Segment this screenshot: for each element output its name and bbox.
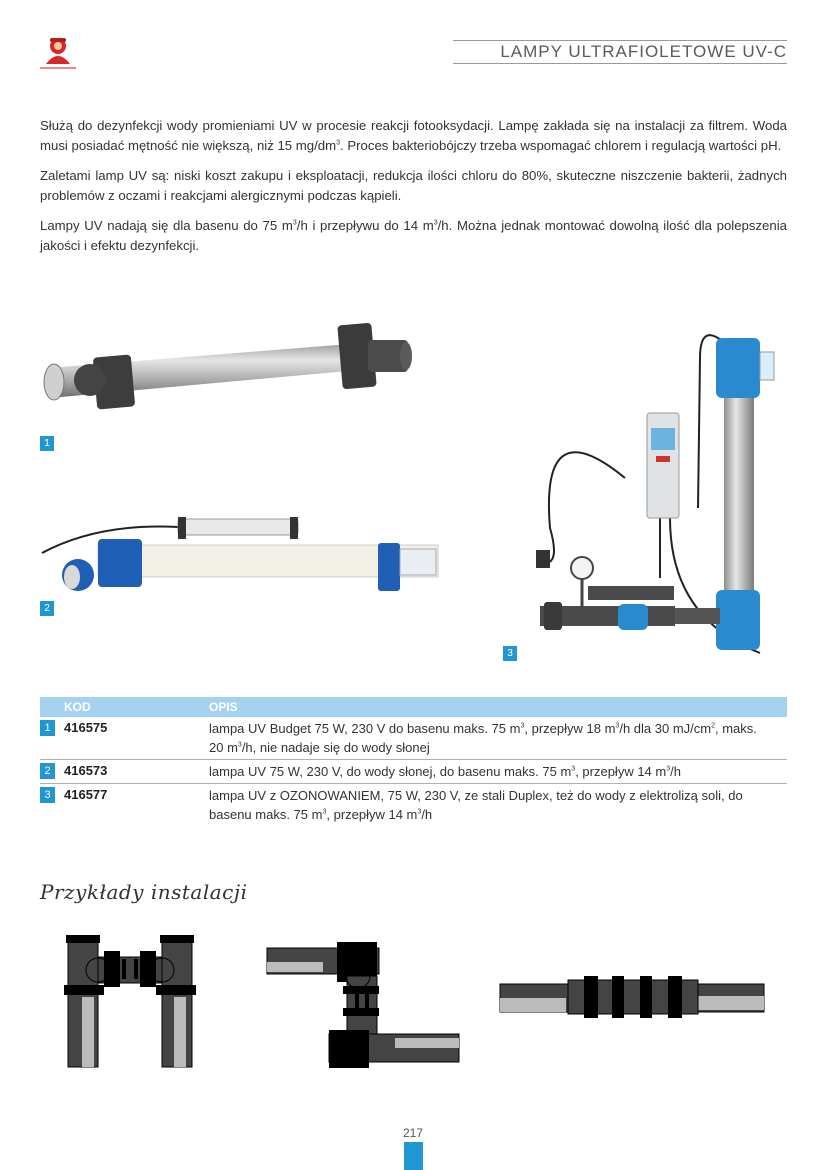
- page-title: LAMPY ULTRAFIOLETOWE UV-C: [500, 42, 787, 61]
- product-table: [40, 697, 787, 826]
- row-number: 3: [40, 787, 55, 803]
- row-number: 1: [40, 720, 55, 736]
- product-badge-1: 1: [40, 436, 54, 451]
- uv-lamp-saltwater-icon: [38, 515, 443, 600]
- examples-heading: Przykłady instalacji: [40, 880, 248, 904]
- column-header-kod: KOD: [64, 700, 91, 714]
- product-code: 416573: [64, 763, 108, 778]
- intro-paragraph-1: Służą do dezynfekcji wody promieniami UV w procesie reakcji fotooksydacji. Lampę zakłada się na instalacji za filtrem. Woda musi posiadać mętność nie większą, niż 15 $mg/dm^3$. Proces bakteriobójczy trzeba wspomagać chlorem i regulacją wartości pH.: [40, 118, 787, 153]
- product-badge-3: 3: [503, 646, 517, 661]
- product-description: lampa UV z OZONOWANIEM, 75 W, 230 V, ze stali Duplex, też do wody z elektrolizą soli, do basenu maks. 75 $m^3$, przepływ 14 $m^3/h$: [209, 788, 743, 822]
- product-badge-2: 2: [40, 601, 54, 616]
- row-number: 2: [40, 763, 55, 779]
- header-rule-bottom: [453, 63, 787, 64]
- vertical-pipes-icon: [62, 935, 198, 1071]
- intro-paragraph-2: Zaletami lamp UV są: niski koszt zakupu i eksploatacji, redukcja ilości chloru do 80%, skuteczne niszczenie bakterii, żadnych problemów z oczami i reakcjami alergicznymi podczas kąpieli.: [40, 168, 787, 203]
- table-row: [40, 784, 787, 826]
- product-image-1: [40, 318, 420, 418]
- product-image-2: [38, 515, 443, 600]
- uv-lamp-ozone-icon: [530, 318, 790, 658]
- installation-diagram-2: [265, 942, 461, 1068]
- company-logo: [36, 34, 80, 72]
- page-number: 217: [402, 1126, 424, 1140]
- intro-paragraph-3: Lampy UV nadają się dla basenu do 75 $m^3/h$ i przepływu do 14 $m^3/h$. Można jednak montować dowolną ilość dla polepszenia jakości i efektu dezynfekcji.: [40, 218, 787, 253]
- table-row: [40, 760, 787, 784]
- table-header: [40, 697, 787, 717]
- product-description: lampa UV Budget 75 W, 230 V do basenu maks. 75 $m^3$, przepływ 18 $m^3/h$ dla 30 $mJ/cm^2$, maks. 20 $m^3/h$, nie nadaje się do wody słonej: [209, 721, 757, 755]
- product-image-3: [530, 318, 790, 658]
- installation-diagram-3: [498, 972, 766, 1020]
- horizontal-pipe-icon: [498, 972, 766, 1020]
- header-rule-top: [453, 40, 787, 41]
- offset-pipes-icon: [265, 942, 461, 1068]
- table-row: [40, 717, 787, 760]
- column-header-opis: OPIS: [209, 700, 238, 714]
- intro-text: [40, 116, 787, 266]
- product-description: lampa UV 75 W, 230 V, do wody słonej, do basenu maks. 75 $m^3$, przepływ 14 $m^3/h$: [209, 764, 681, 779]
- page-number-tab: [404, 1142, 423, 1170]
- installation-diagram-1: [62, 935, 198, 1071]
- product-code: 416577: [64, 787, 108, 802]
- uv-lamp-budget-icon: [40, 318, 420, 418]
- product-code: 416575: [64, 720, 108, 735]
